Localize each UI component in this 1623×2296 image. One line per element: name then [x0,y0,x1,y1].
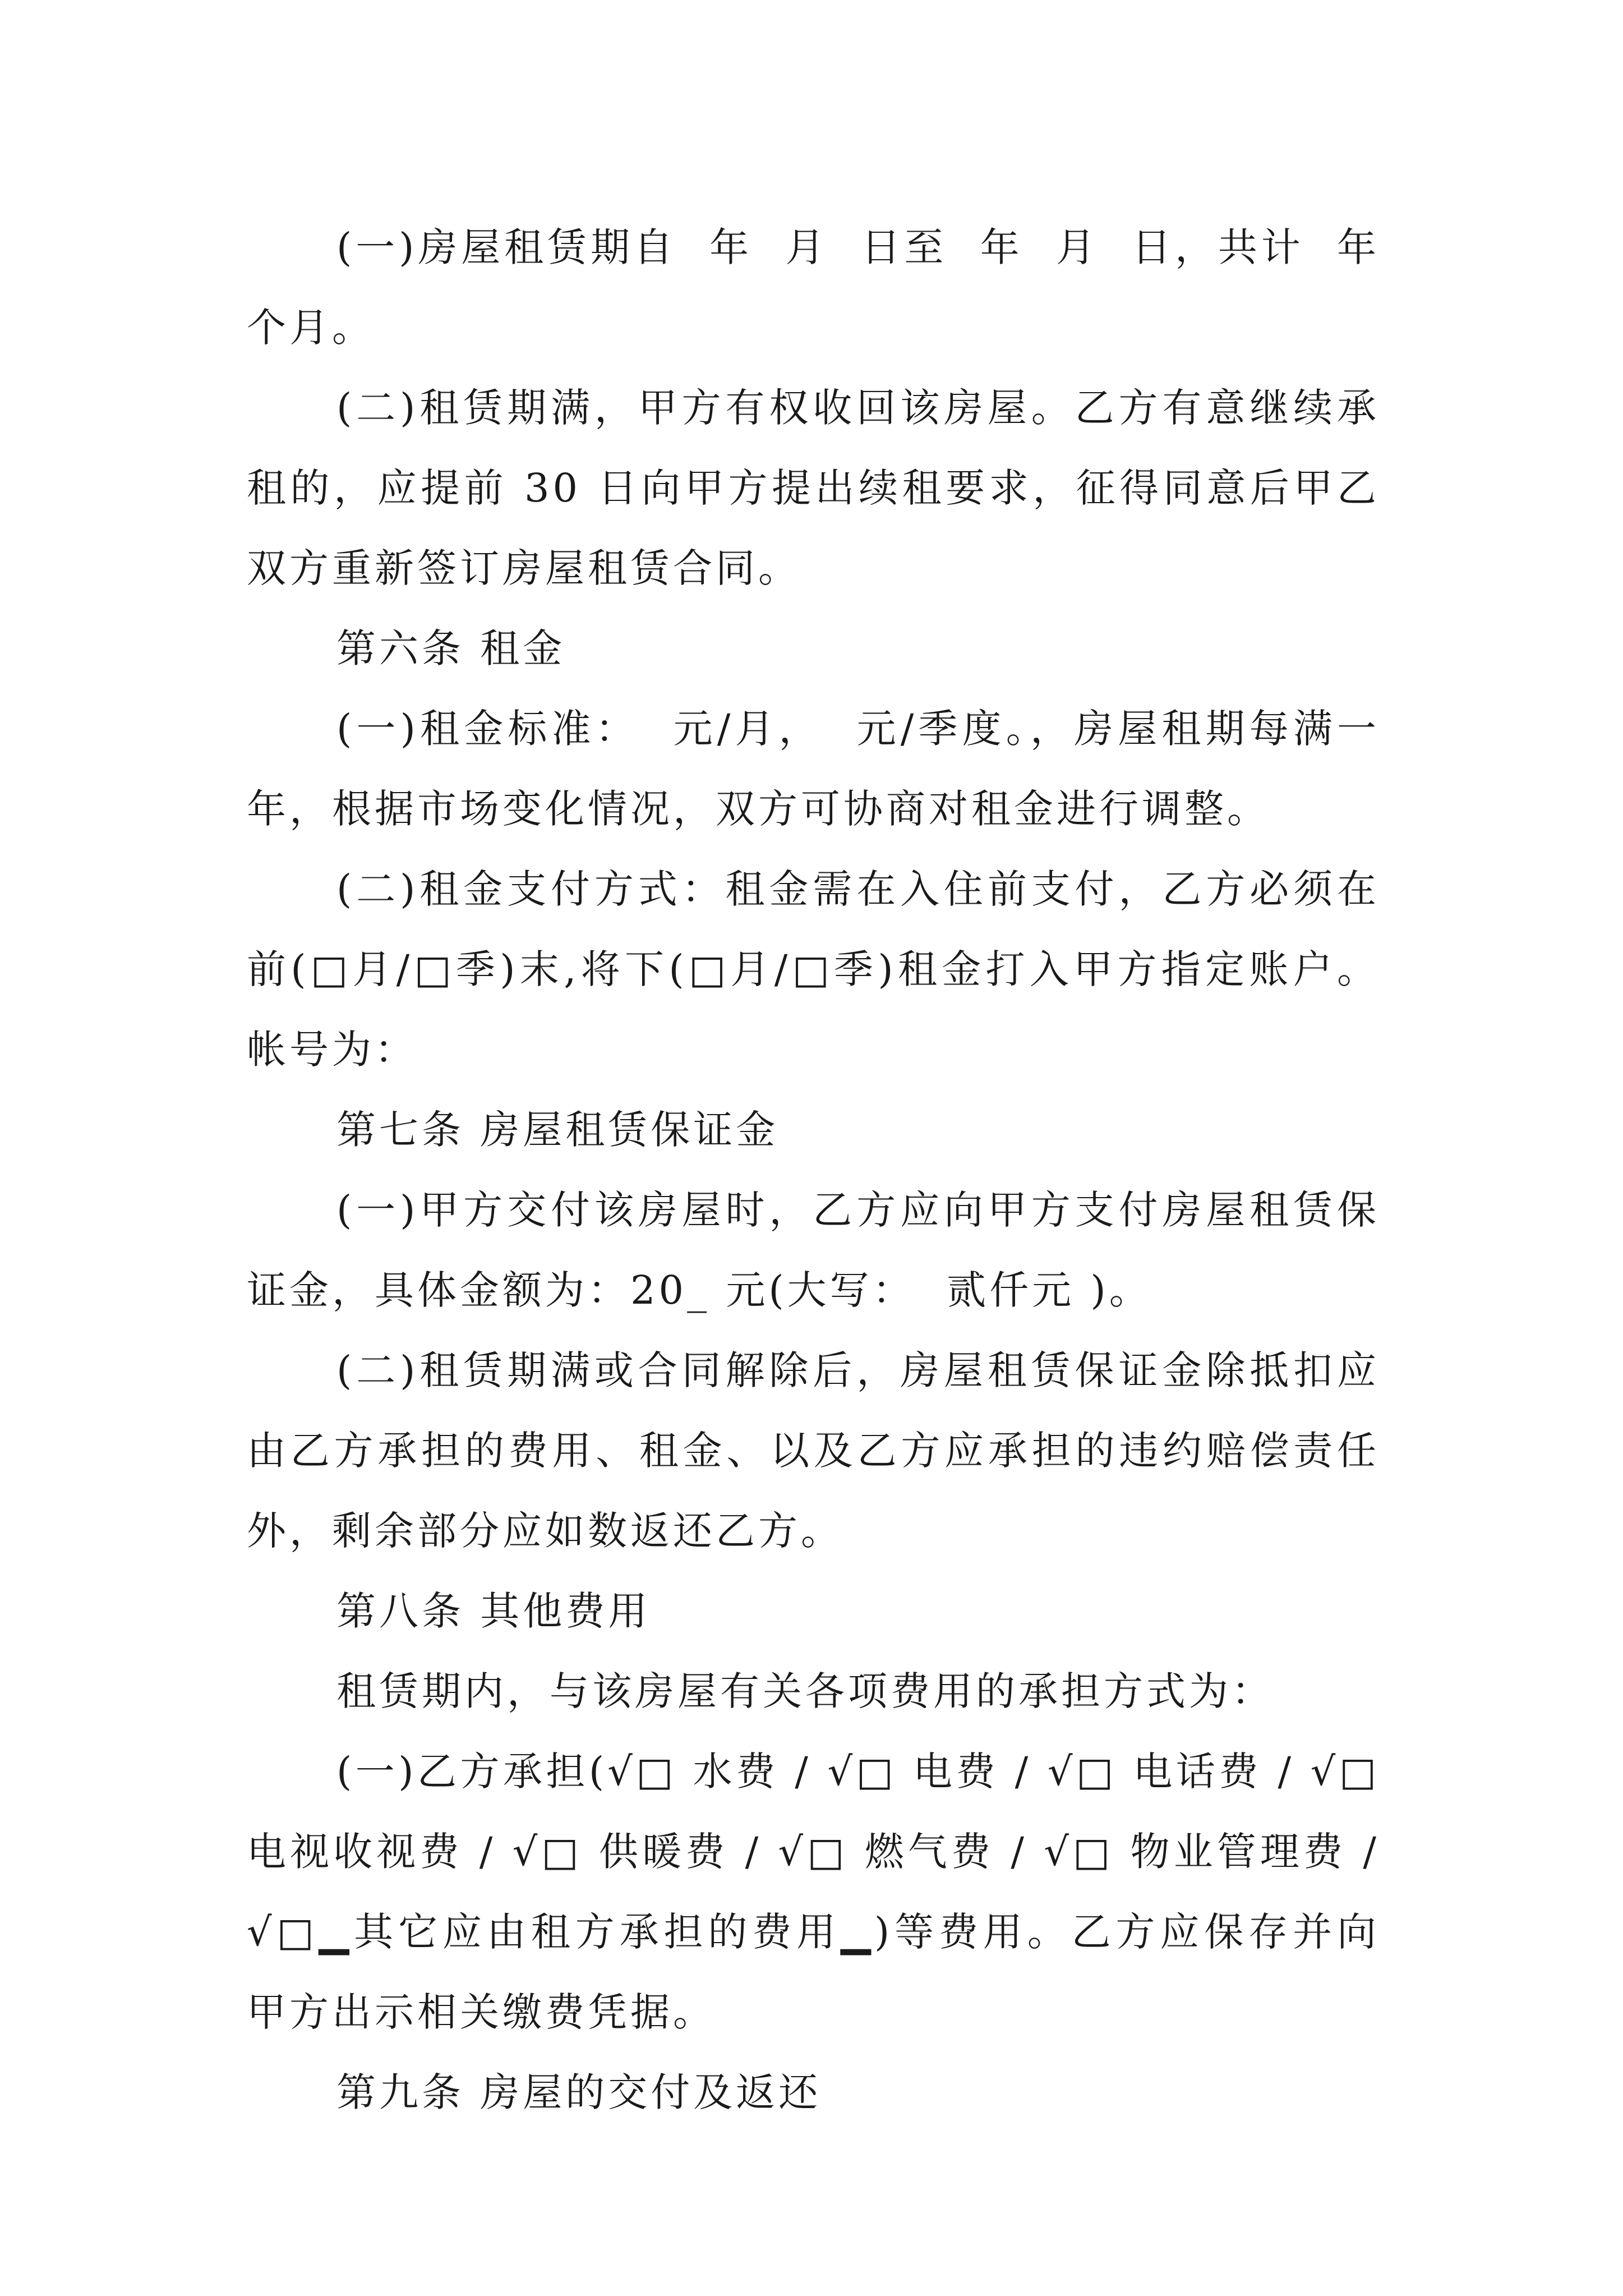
article-9-heading: 第九条 房屋的交付及返还 [336,2069,822,2115]
clause-6-1-rent-standard: (一)租金标准： 元/月， 元/季度。，房屋租期每满一年，根据市场变化情况，双方可协商对租金进行调整。 [247,706,1380,832]
article-7-heading: 第七条 房屋租赁保证金 [336,1107,779,1153]
article-6-heading: 第六条 租金 [336,625,566,671]
clause-8-intro: 租赁期内，与该房屋有关各项费用的承担方式为： [336,1668,1274,1714]
document-body [247,208,1412,2133]
clause-8-1-tenant-fees: (一)乙方承担(√□ 水费 / √□ 电费 / √□ 电话费 / √□ 电视收视费 / √□ 供暖费 / √□ 燃气费 / √□ 物业管理费 /√□▁其它应由租方承担的费用▁)等费用。乙方应保存并向甲方出示相关缴费凭据。 [247,1749,1396,2035]
clause-6-2-payment-method: (二)租金支付方式：租金需在入住前支付，乙方必须在前(□月/□季)末,将下(□月/□季)租金打入甲方指定账户。帐号为： [247,866,1380,1073]
clause-5-2-renewal: (二)租赁期满，甲方有权收回该房屋。乙方有意继续承租的，应提前 30 日向甲方提出续租要求，征得同意后甲乙双方重新签订房屋租赁合同。 [247,385,1380,591]
clause-7-2-deposit-return: (二)租赁期满或合同解除后，房屋租赁保证金除抵扣应由乙方承担的费用、租金、以及乙方应承担的违约赔偿责任外，剩余部分应如数返还乙方。 [247,1347,1380,1554]
clause-7-1-deposit-amount: (一)甲方交付该房屋时，乙方应向甲方支付房屋租赁保证金，具体金额为：20_ 元(大写： 贰仟元 )。 [247,1187,1380,1313]
article-8-heading: 第八条 其他费用 [336,1588,651,1634]
clause-5-1-lease-term: (一)房屋租赁期自 年 月 日至 年 月 日，共计 年 个月。 [247,224,1412,351]
